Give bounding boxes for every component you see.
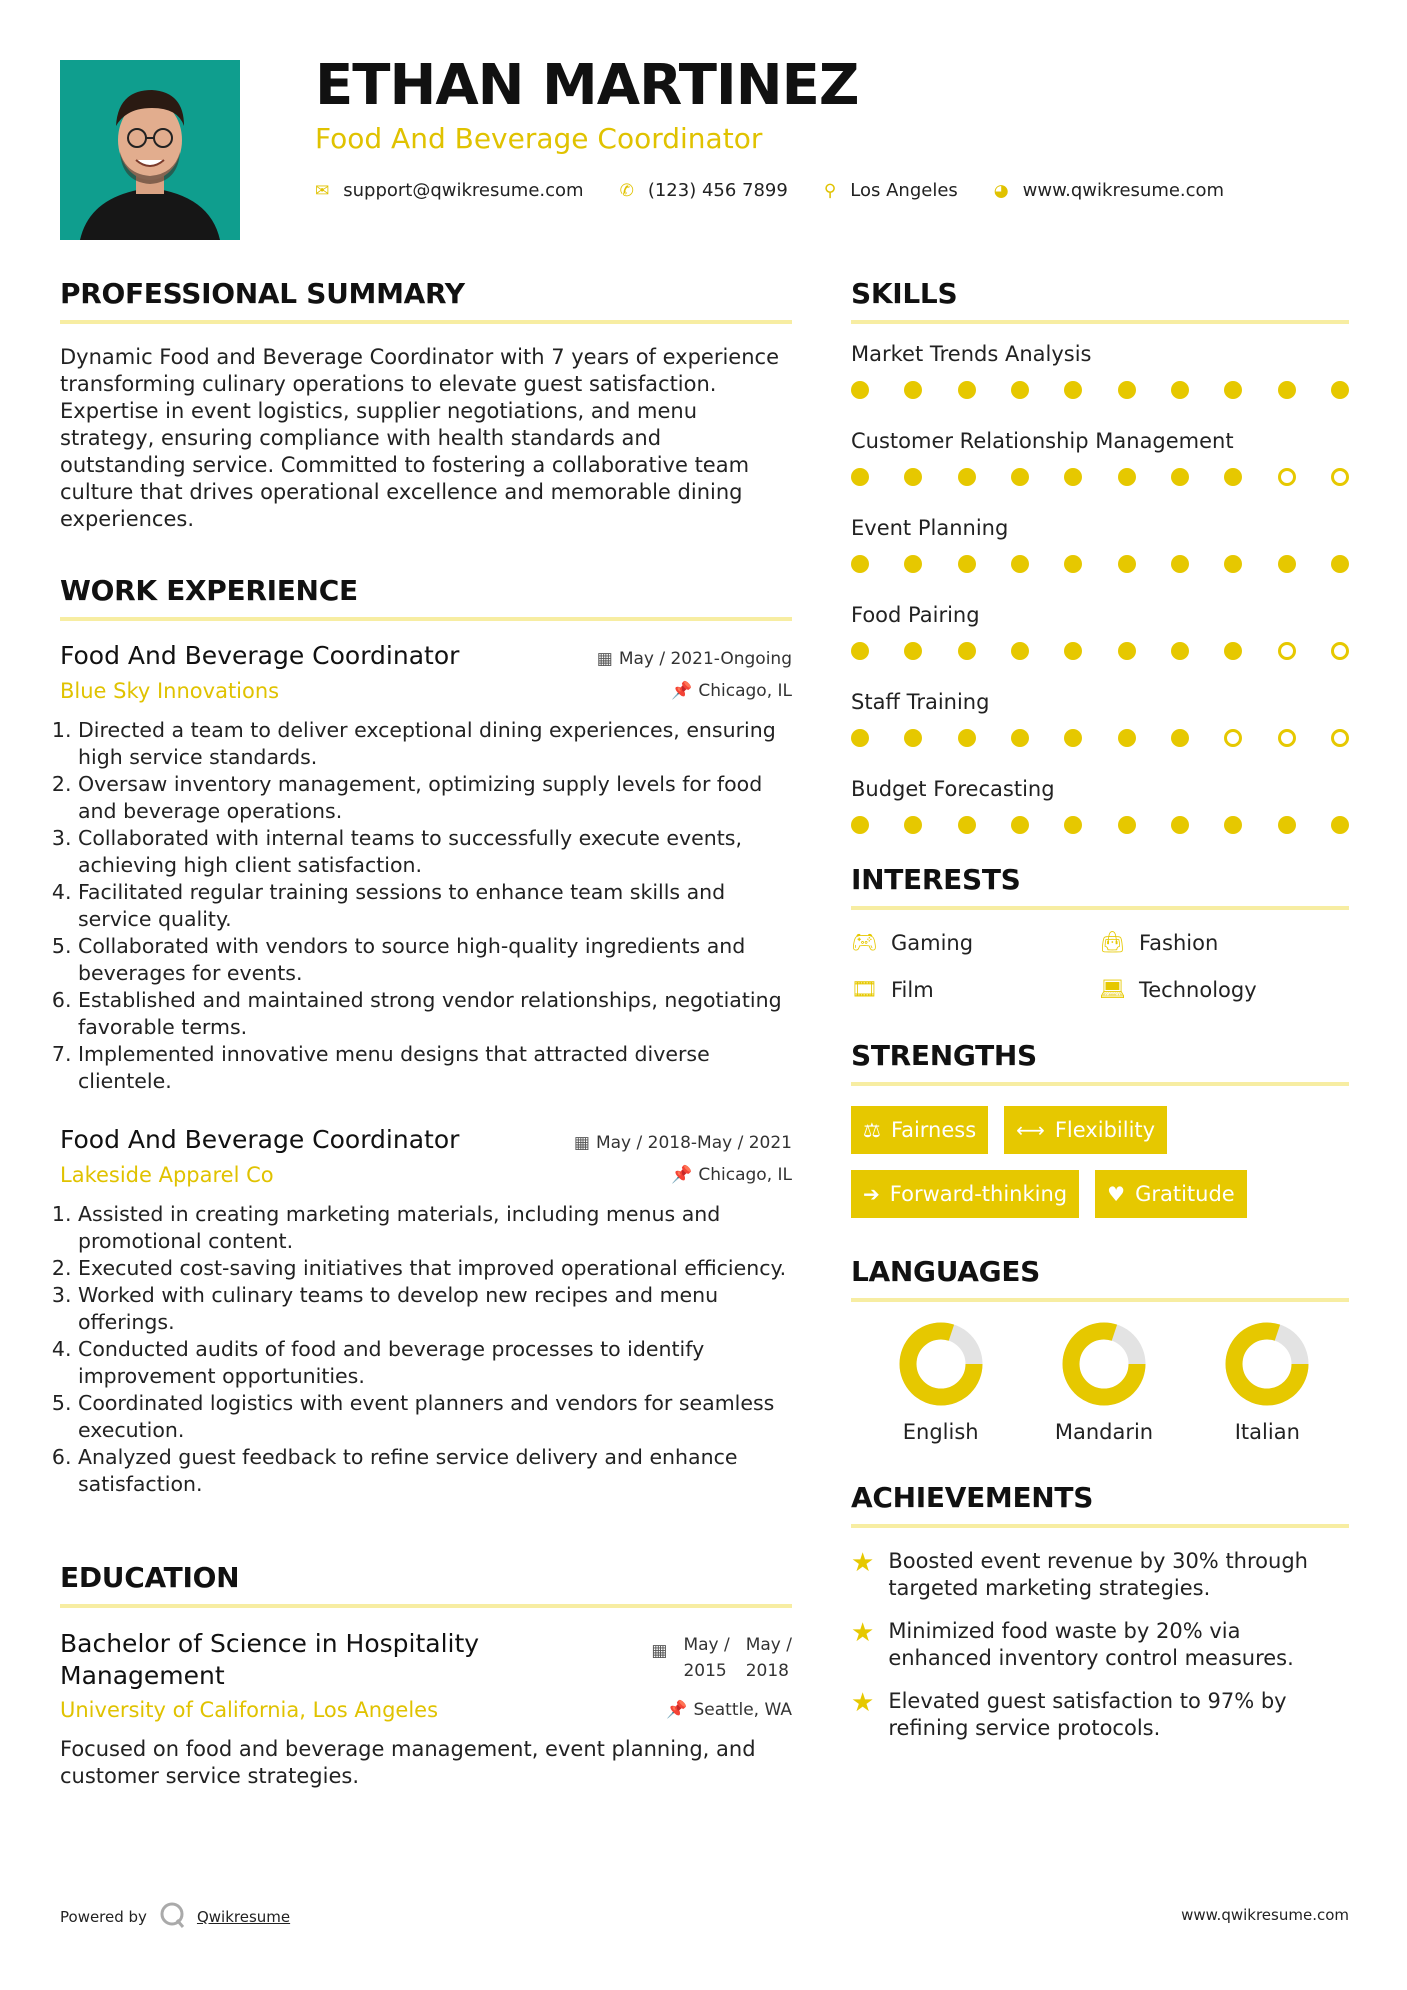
interest-item: 👜︎ Fashion [1099, 930, 1219, 955]
map-pin-icon: ⚲ [823, 180, 837, 201]
star-icon: ★ [851, 1688, 875, 1718]
rating-dot-filled [958, 816, 976, 834]
rating-dot-empty [1331, 468, 1349, 486]
school-name: University of California, Los Angeles [60, 1698, 439, 1722]
rating-dot-filled [958, 381, 976, 399]
language-proficiency-donut [1225, 1322, 1309, 1406]
rating-dot-filled [1064, 816, 1082, 834]
candidate-name: ETHAN MARTINEZ [315, 53, 859, 118]
rating-dot-filled [1011, 816, 1029, 834]
interest-item: 🎮︎ Gaming [851, 930, 974, 955]
rating-dot-empty [1278, 642, 1296, 660]
rating-dot-empty [1331, 729, 1349, 747]
film-icon: 🎞︎ [851, 977, 878, 1001]
contact-website[interactable]: www.qwikresume.com [1022, 180, 1225, 201]
job-title: Food And Beverage Coordinator [60, 1125, 460, 1154]
rating-dot-filled [1171, 729, 1189, 747]
rating-dot-filled [851, 729, 869, 747]
rating-dot-filled [1171, 468, 1189, 486]
left-column [60, 277, 792, 1790]
rating-dot-filled [1171, 555, 1189, 573]
rating-dot-filled [1278, 381, 1296, 399]
education-heading: EDUCATION [60, 1564, 792, 1608]
rating-dot-filled [1171, 816, 1189, 834]
rating-dot-filled [1011, 555, 1029, 573]
heart-icon: ♥ [1107, 1182, 1126, 1206]
strengths-heading: STRENGTHS [851, 1042, 1349, 1086]
achievement-item: ★ Elevated guest satisfaction to 97% by refining service protocols. [851, 1688, 1287, 1740]
rating-dot-filled [1118, 642, 1136, 660]
language-item [859, 1322, 1022, 1444]
pushpin-icon: 📌 [666, 1700, 688, 1720]
list-item: 4. Facilitated regular training sessions to enhance team skills and service quality. [78, 879, 792, 933]
list-item: 5. Collaborated with vendors to source high-quality ingredients and beverages for events. [78, 933, 792, 987]
skill-name: Event Planning [851, 516, 1009, 540]
skill-name: Staff Training [851, 690, 990, 714]
list-item: 2. Oversaw inventory management, optimizing supply levels for food and beverage operations. [78, 771, 792, 825]
language-item [1022, 1322, 1185, 1444]
education-date: ▦ May / 2015 May / 2018 [651, 1628, 792, 1684]
pushpin-icon: 📌 [671, 681, 693, 701]
envelope-icon: ✉ [315, 180, 330, 201]
calendar-icon: ▦ [573, 1133, 590, 1153]
interest-item: 💻︎ Technology [1099, 977, 1257, 1002]
qwikresume-logo-icon [157, 1900, 187, 1934]
rating-dot-empty [1224, 729, 1242, 747]
rating-dot-filled [1224, 816, 1242, 834]
skill-name: Market Trends Analysis [851, 342, 1092, 366]
strength-badge: ➔ Forward-thinking [851, 1170, 1079, 1218]
rating-dot-filled [1011, 468, 1029, 486]
right-column [851, 277, 1349, 1758]
list-item: 6. Analyzed guest feedback to refine service delivery and enhance satisfaction. [78, 1444, 792, 1498]
footer-powered-by [60, 1900, 290, 1934]
rating-dot-filled [851, 468, 869, 486]
rating-dot-filled [1224, 555, 1242, 573]
gamepad-icon: 🎮︎ [851, 930, 878, 954]
interests-heading: INTERESTS [851, 866, 1349, 910]
skill-rating [851, 816, 1349, 834]
pushpin-icon: 📌 [671, 1165, 693, 1185]
shopping-bag-icon: 👜︎ [1099, 930, 1126, 954]
strength-badge: ⚖ Fairness [851, 1106, 988, 1154]
company-name: Lakeside Apparel Co [60, 1163, 274, 1187]
balance-scale-icon: ⚖ [863, 1118, 881, 1142]
job-location: 📌 Chicago, IL [671, 681, 792, 701]
rating-dot-filled [1118, 381, 1136, 399]
contact-email[interactable]: support@qwikresume.com [343, 180, 584, 201]
rating-dot-filled [1171, 381, 1189, 399]
skill-rating [851, 729, 1349, 747]
skill-name: Customer Relationship Management [851, 429, 1234, 453]
language-proficiency-donut [1062, 1322, 1146, 1406]
rating-dot-filled [1011, 642, 1029, 660]
rating-dot-filled [851, 816, 869, 834]
strength-badge: ♥ Gratitude [1095, 1170, 1247, 1218]
rating-dot-filled [904, 555, 922, 573]
strengths-list [851, 1106, 1349, 1218]
profile-photo [60, 60, 240, 240]
skill-name: Budget Forecasting [851, 777, 1055, 801]
achievements-heading: ACHIEVEMENTS [851, 1484, 1349, 1528]
rating-dot-filled [1118, 468, 1136, 486]
rating-dot-filled [1278, 816, 1296, 834]
rating-dot-filled [1118, 555, 1136, 573]
rating-dot-filled [904, 642, 922, 660]
arrow-right-icon: ➔ [863, 1182, 880, 1206]
experience-heading: WORK EXPERIENCE [60, 577, 792, 621]
rating-dot-filled [1064, 468, 1082, 486]
brand-link[interactable]: Qwikresume [196, 1908, 291, 1926]
calendar-icon: ▦ [596, 649, 613, 669]
achievement-item: ★ Boosted event revenue by 30% through targeted marketing strategies. [851, 1548, 1308, 1600]
rating-dot-filled [958, 468, 976, 486]
rating-dot-empty [1331, 642, 1349, 660]
strength-badge: ⟷ Flexibility [1004, 1106, 1167, 1154]
list-item: 3. Collaborated with internal teams to successfully execute events, achieving high client satisfaction. [78, 825, 792, 879]
list-item: 6. Established and maintained strong vendor relationships, negotiating favorable terms. [78, 987, 792, 1041]
rating-dot-filled [904, 381, 922, 399]
star-icon: ★ [851, 1618, 875, 1648]
languages-list [851, 1322, 1349, 1444]
rating-dot-filled [1331, 555, 1349, 573]
rating-dot-filled [1064, 555, 1082, 573]
rating-dot-filled [904, 729, 922, 747]
summary-text: Dynamic Food and Beverage Coordinator with 7 years of experience transforming culinary operations to elevate guest satisfaction. Expertise in event logistics, supplier negotiations, and menu strategy, ensuring compliance with health standards and outstanding service. Committed to fostering a collaborative team culture that drives operational excellence and memorable dining experiences. [60, 345, 780, 531]
job-location: 📌 Chicago, IL [671, 1165, 792, 1185]
skill-rating [851, 555, 1349, 573]
rating-dot-filled [1224, 468, 1242, 486]
contact-phone[interactable]: (123) 456 7899 [647, 180, 788, 201]
job-date: ▦ May / 2021-Ongoing [596, 649, 792, 669]
phone-icon: ✆ [619, 180, 634, 201]
language-name: Mandarin [1054, 1420, 1154, 1444]
list-item: 4. Conducted audits of food and beverage processes to identify improvement opportunities. [78, 1336, 792, 1390]
skills-list [851, 344, 1349, 834]
skill-name: Food Pairing [851, 603, 980, 627]
footer-website[interactable]: www.qwikresume.com [1181, 1906, 1349, 1924]
list-item: 7. Implemented innovative menu designs that attracted diverse clientele. [78, 1041, 792, 1095]
job-entry [60, 641, 792, 1095]
languages-heading: LANGUAGES [851, 1258, 1349, 1302]
language-name: Italian [1234, 1420, 1300, 1444]
company-name: Blue Sky Innovations [60, 679, 280, 703]
job-date: ▦ May / 2018-May / 2021 [573, 1133, 792, 1153]
laptop-icon: 💻︎ [1099, 977, 1126, 1001]
calendar-icon: ▦ [651, 1641, 668, 1661]
interests-list [851, 930, 1349, 1002]
summary-heading: PROFESSIONAL SUMMARY [60, 280, 792, 324]
language-item [1186, 1322, 1349, 1444]
rating-dot-filled [1011, 729, 1029, 747]
rating-dot-filled [851, 381, 869, 399]
rating-dot-filled [851, 555, 869, 573]
rating-dot-filled [1064, 381, 1082, 399]
language-name: English [902, 1420, 979, 1444]
rating-dot-filled [1171, 642, 1189, 660]
rating-dot-filled [1224, 642, 1242, 660]
skills-heading: SKILLS [851, 280, 1349, 324]
school-location: 📌 Seattle, WA [666, 1700, 792, 1720]
powered-by-label: Powered by [60, 1908, 147, 1926]
rating-dot-filled [1064, 729, 1082, 747]
rating-dot-filled [1011, 381, 1029, 399]
list-item: 1. Directed a team to deliver exceptional dining experiences, ensuring high service standards. [78, 717, 792, 771]
candidate-role: Food And Beverage Coordinator [315, 122, 763, 155]
job-bullets [60, 717, 792, 1095]
language-proficiency-donut [899, 1322, 983, 1406]
achievement-item: ★ Minimized food waste by 20% via enhanced inventory control measures. [851, 1618, 1294, 1670]
list-item: 5. Coordinated logistics with event planners and vendors for seamless execution. [78, 1390, 792, 1444]
degree-title: Bachelor of Science in Hospitality Management [60, 1629, 480, 1690]
star-icon: ★ [851, 1548, 875, 1578]
rating-dot-empty [1278, 468, 1296, 486]
rating-dot-filled [1118, 816, 1136, 834]
rating-dot-filled [851, 642, 869, 660]
achievements-list [851, 1548, 1349, 1742]
contact-bar [315, 180, 1224, 201]
rating-dot-filled [1064, 642, 1082, 660]
list-item: 3. Worked with culinary teams to develop new recipes and menu offerings. [78, 1282, 792, 1336]
rating-dot-filled [1331, 816, 1349, 834]
rating-dot-filled [1278, 555, 1296, 573]
rating-dot-empty [1278, 729, 1296, 747]
interest-item: 🎞︎ Film [851, 977, 934, 1002]
arrows-horizontal-icon: ⟷ [1016, 1118, 1045, 1142]
education-description: Focused on food and beverage management, event planning, and customer service strategies. [60, 1737, 756, 1788]
job-title: Food And Beverage Coordinator [60, 641, 460, 670]
rating-dot-filled [958, 729, 976, 747]
globe-icon: ◕ [993, 180, 1009, 201]
skill-rating [851, 381, 1349, 399]
rating-dot-filled [904, 468, 922, 486]
rating-dot-filled [958, 555, 976, 573]
contact-location: Los Angeles [850, 180, 958, 201]
skill-rating [851, 468, 1349, 486]
rating-dot-filled [958, 642, 976, 660]
list-item: 2. Executed cost-saving initiatives that improved operational efficiency. [78, 1255, 792, 1282]
rating-dot-filled [1118, 729, 1136, 747]
job-entry [60, 1125, 792, 1498]
rating-dot-filled [904, 816, 922, 834]
skill-rating [851, 642, 1349, 660]
list-item: 1. Assisted in creating marketing materials, including menus and promotional content. [78, 1201, 792, 1255]
rating-dot-filled [1331, 381, 1349, 399]
job-bullets [60, 1201, 792, 1498]
rating-dot-filled [1224, 381, 1242, 399]
